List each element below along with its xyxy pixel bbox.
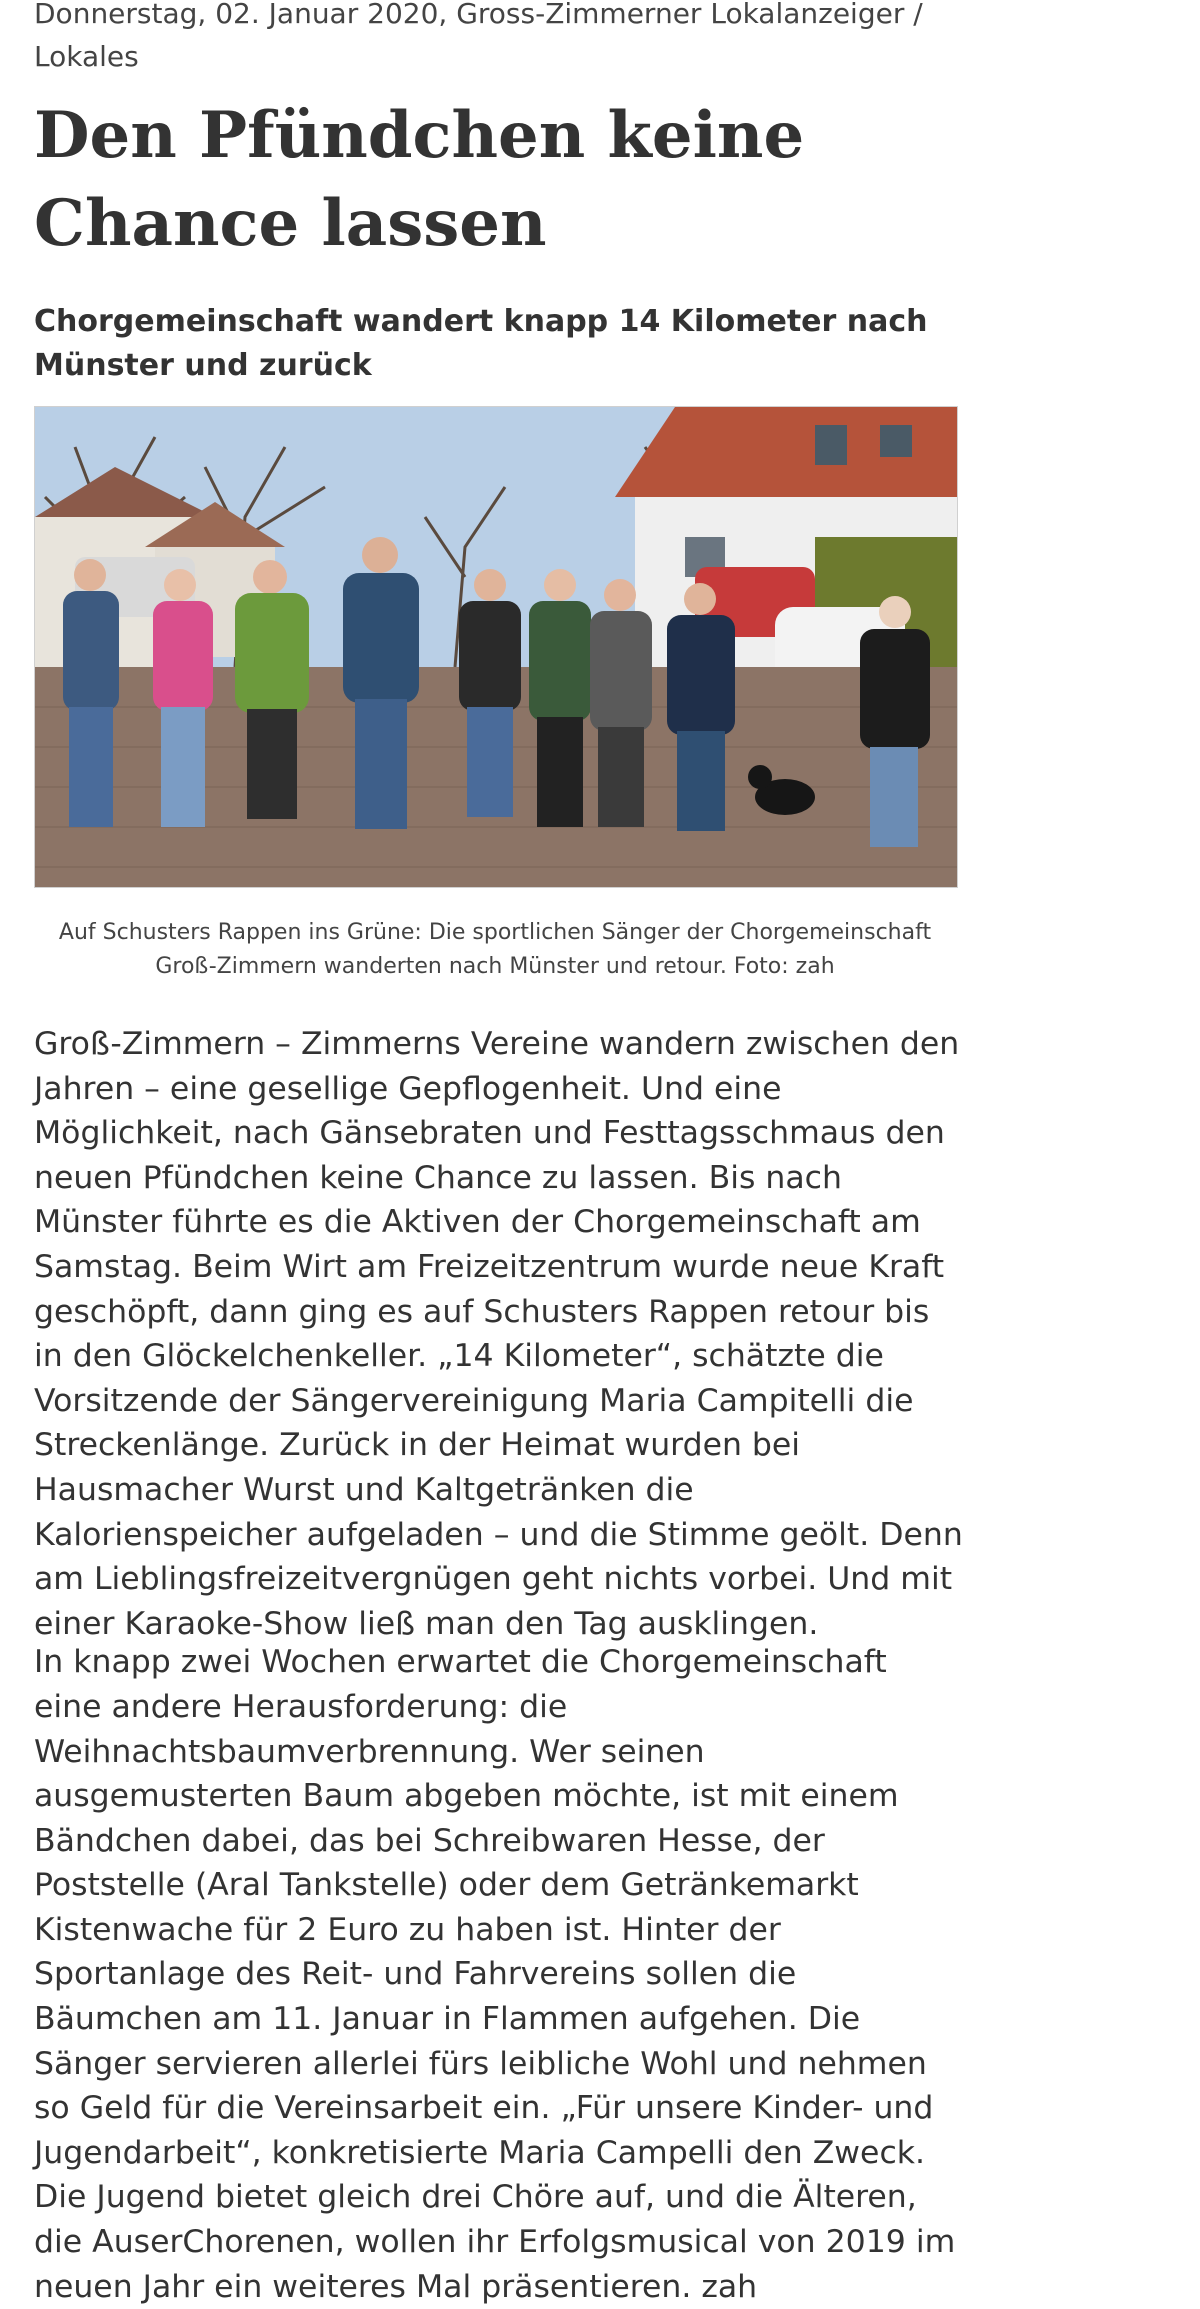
article-photo <box>34 406 958 888</box>
article-paragraph-1: Groß-Zimmern – Zimmerns Vereine wandern zwischen den Jahren – eine gesellige Gepflogenheit. Und eine Möglichkeit, nach Gänsebraten und Festtagsschmaus den neuen Pfündchen keine Chance zu lassen. Bis nach Münster führte es die Aktiven der Chorgemeinschaft am Samstag. Beim Wirt am Freizeitzentrum wurde neue Kraft geschöpft, dann ging es auf Schusters Rappen retour bis in den Glöckelchenkeller. „14 Kilometer“, schätzte die Vorsitzende der Sängervereinigung Maria Campitelli die Streckenlänge. Zurück in der Heimat wurden bei Hausmacher Wurst und Kaltgetränken die Kalorienspeicher aufgeladen – und die Stimme geölt. Denn am Lieblingsfreizeitvergnügen geht nichts vorbei. Und mit einer Karaoke-Show ließ man den Tag ausklingen. <box>34 1026 963 1642</box>
article-paragraph-2: In knapp zwei Wochen erwartet die Chorgemeinschaft eine andere Herausforderung: die Weihnachtsbaumverbrennung. Wer seinen ausgemusterten Baum abgeben möchte, ist mit einem Bändchen dabei, das bei Schreibwaren Hesse, der Poststelle (Aral Tankstelle) oder dem Getränkemarkt Kistenwache für 2 Euro zu haben ist. Hinter der Sportanlage des Reit- und Fahrvereins sollen die Bäumchen am 11. Januar in Flammen aufgehen. Die Sänger servieren allerlei fürs leibliche Wohl und nehmen so Geld für die Vereinsarbeit ein. „Für unsere Kinder- und Jugendarbeit“, konkretisierte Maria Campelli den Zweck. Die Jugend bietet gleich drei Chöre auf, und die Älteren, die AuserChorenen, wollen ihr Erfolgsmusical von 2019 im neuen Jahr ein weiteres Mal präsentieren. zah <box>34 1644 956 2305</box>
article <box>34 0 964 2309</box>
article-title: Den Pfündchen keine Chance lassen <box>34 98 805 261</box>
article-dateline: Donnerstag, 02. Januar 2020, Gross-Zimmerner Lokalanzeiger / Lokales <box>34 0 923 73</box>
photo-caption: Auf Schusters Rappen ins Grüne: Die sportlichen Sänger der Chorgemeinschaft Groß-Zimmern wanderten nach Münster und retour. Foto: zah <box>58 920 932 979</box>
article-subtitle: Chorgemeinschaft wandert knapp 14 Kilometer nach Münster und zurück <box>34 304 928 383</box>
